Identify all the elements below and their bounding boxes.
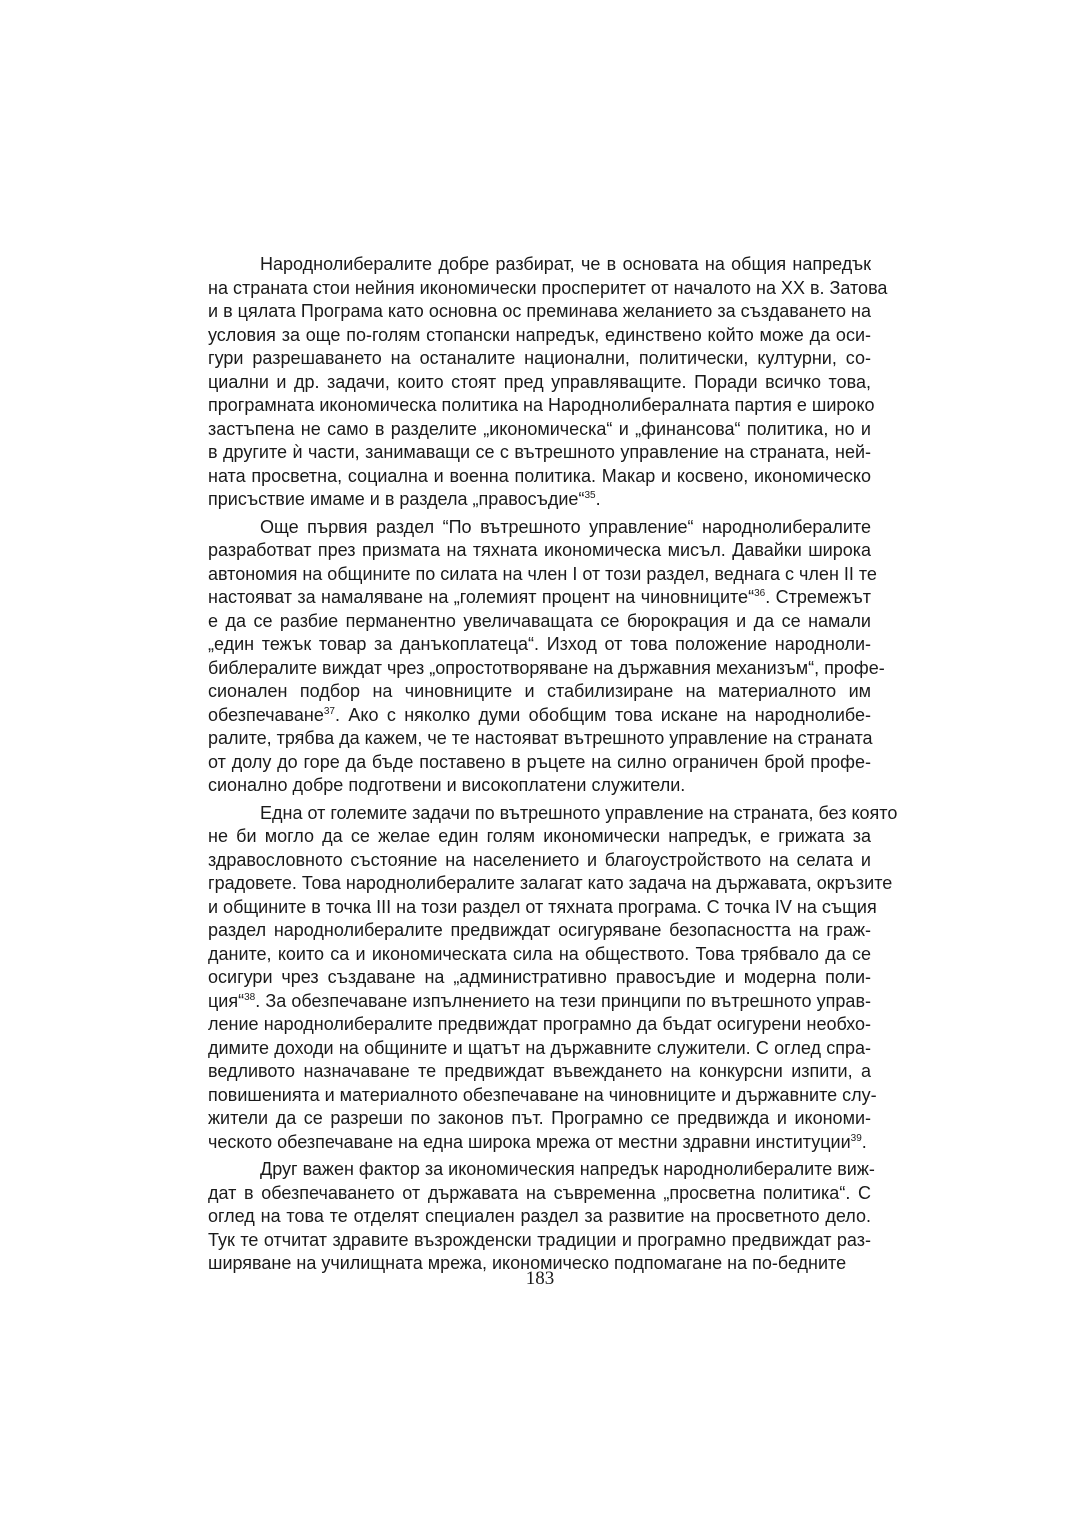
line-text: повишенията и материалното обезпечаване на чиновниците и държавните слу- bbox=[208, 1084, 877, 1105]
line-text: градовете. Това народнолибералите залагат като задача на държавата, окръзите bbox=[208, 873, 893, 893]
paragraph bbox=[208, 1158, 875, 1276]
text-line bbox=[208, 727, 871, 751]
text-line bbox=[208, 919, 871, 943]
text-line bbox=[208, 1131, 871, 1155]
line-text: е да се разбие перманентно увеличаващата се бюрокрация и да се намали bbox=[208, 610, 871, 631]
line-text: здравословното състояние на населението и благоустройството на селата и bbox=[208, 849, 871, 870]
text-line bbox=[208, 563, 877, 587]
line-text: циални и др. задачи, които стоят пред управляващите. Поради всичко това, bbox=[208, 371, 871, 392]
text-line bbox=[208, 394, 875, 418]
paragraph bbox=[208, 516, 885, 798]
line-text: жители да се разреши по законов път. Програмно се предвижда и икономи- bbox=[208, 1108, 871, 1128]
line-text-continuation: . Ако с няколко думи обобщим това искане на народнолибе- bbox=[334, 704, 871, 725]
line-text: димите доходи на общините и щатът на държавните служители. С оглед спра- bbox=[208, 1037, 871, 1058]
text-line bbox=[208, 657, 885, 681]
text-line bbox=[208, 704, 871, 728]
text-line bbox=[208, 633, 871, 657]
text-line bbox=[208, 1013, 871, 1037]
line-text: гури разрешаването на останалите национални, политически, културни, со- bbox=[208, 348, 871, 368]
line-text: оглед на това те отделят специален раздел за развитие на просветното дело. bbox=[208, 1206, 871, 1226]
line-text: Тук те отчитат здравите възрожденски традиции и програмно предвиждат раз- bbox=[208, 1229, 871, 1250]
text-line bbox=[208, 966, 871, 990]
text-line bbox=[208, 610, 871, 634]
text-line bbox=[208, 680, 871, 704]
text-line bbox=[208, 441, 871, 465]
line-text: сионален подбор на чиновниците и стабилизиране на материалното им bbox=[208, 681, 871, 701]
text-line bbox=[208, 849, 871, 873]
text-line bbox=[208, 1107, 871, 1131]
text-line bbox=[208, 1084, 877, 1108]
line-text: автономия на общините по силата на член I от този раздел, веднага с член II те bbox=[208, 563, 877, 584]
line-text: осигури чрез създаване на „административно правосъдие и модерна поли- bbox=[208, 967, 871, 987]
line-text: условия за още по-голям стопански напредък, единствено който може да оси- bbox=[208, 324, 871, 345]
text-line bbox=[208, 1037, 871, 1061]
text-line bbox=[208, 539, 871, 563]
line-text: настояват за намаляване на „големият процент на чиновниците“ bbox=[208, 587, 755, 607]
page-number: 183 bbox=[525, 1268, 555, 1289]
text-line bbox=[208, 253, 871, 277]
line-text: и в цялата Програма като основна ос преминава желанието за създаването на bbox=[208, 301, 871, 321]
line-text-continuation: . bbox=[595, 489, 601, 509]
text-line bbox=[208, 300, 871, 324]
line-text: Една от големите задачи по вътрешното управление на страната, без която bbox=[260, 802, 898, 823]
line-text-continuation: . За обезпечаване изпълнението на тези принципи по вътрешното управ- bbox=[255, 990, 871, 1011]
line-text: присъствие имаме и в раздела „правосъдие“ bbox=[208, 489, 585, 509]
line-text: ведливото назначаване те предвиждат въвеждането на конкурсни изпити, а bbox=[208, 1061, 871, 1081]
line-text: ческото обезпечаване на една широка мрежа от местни здравни институции bbox=[208, 1131, 851, 1152]
line-text: обезпечаване bbox=[208, 704, 324, 725]
footnote-marker: 39 bbox=[850, 1132, 862, 1144]
text-line bbox=[208, 872, 893, 896]
text-line bbox=[208, 371, 871, 395]
line-text: раздел народнолибералите предвиждат осигуряване безопасността на граж- bbox=[208, 920, 871, 940]
footnote-marker: 38 bbox=[244, 991, 256, 1003]
text-line bbox=[208, 1229, 871, 1253]
line-text: Народнолибералите добре разбират, че в основата на общия напредък bbox=[260, 254, 871, 274]
text-line bbox=[208, 802, 898, 826]
text-line bbox=[208, 1182, 871, 1206]
line-text: ция“ bbox=[208, 990, 245, 1011]
line-text: библералите виждат чрез „опростотворяване на държавния механизъм“, профе- bbox=[208, 657, 885, 678]
line-text: ширяване на училищната мрежа, икономическо подпомагане на по-бедните bbox=[208, 1253, 847, 1273]
line-text: ралите, трябва да кажем, че те настояват вътрешното управление на страната bbox=[208, 728, 873, 748]
text-line bbox=[208, 1158, 875, 1182]
line-text: в другите ѝ части, занимаващи се с вътрешното управление на страната, ней- bbox=[208, 442, 871, 462]
line-text: ната просветна, социална и военна политика. Макар и косвено, икономическо bbox=[208, 465, 871, 486]
paragraph bbox=[208, 802, 898, 1155]
text-line bbox=[208, 825, 871, 849]
text-line bbox=[208, 943, 871, 967]
line-text: Друг важен фактор за икономическия напредък народнолибералите виж- bbox=[260, 1159, 875, 1179]
line-text-continuation: . bbox=[861, 1131, 867, 1152]
line-text: „един тежък товар за данъкоплатеца“. Изход от това положение народноли- bbox=[208, 634, 871, 654]
text-line bbox=[208, 1205, 871, 1229]
text-line bbox=[208, 751, 871, 775]
text-line bbox=[208, 465, 871, 489]
line-text: застъпена не само в разделите „икономическа“ и „финансова“ политика, но и bbox=[208, 418, 871, 439]
body-text bbox=[208, 253, 898, 1280]
text-line bbox=[208, 277, 888, 301]
line-text: на страната стои нейния икономически просперитет от началото на XX в. Затова bbox=[208, 277, 888, 298]
text-line bbox=[208, 418, 871, 442]
line-text: от долу до горе да бъде поставено в ръцете на силно ограничен брой профе- bbox=[208, 751, 871, 772]
paragraph bbox=[208, 253, 888, 512]
line-text: не би могло да се желае един голям икономически напредък, е грижата за bbox=[208, 826, 871, 846]
line-text: даните, които са и икономическата сила на обществото. Това трябвало да се bbox=[208, 943, 871, 964]
text-line bbox=[208, 586, 871, 610]
text-line bbox=[208, 324, 871, 348]
text-line bbox=[208, 347, 871, 371]
text-line bbox=[208, 488, 871, 512]
text-line bbox=[208, 1060, 871, 1084]
line-text: ление народнолибералите предвиждат програмно да бъдат осигурени необхо- bbox=[208, 1014, 871, 1034]
line-text: Още първия раздел “По вътрешното управление“ народнолибералите bbox=[260, 516, 871, 537]
text-line bbox=[208, 896, 877, 920]
line-text: и общините в точка III на този раздел от тяхната програма. С точка IV на същия bbox=[208, 896, 877, 917]
line-text-continuation: . Стремежът bbox=[765, 587, 871, 607]
footnote-marker: 37 bbox=[323, 705, 335, 717]
line-text: програмната икономическа политика на Народнолибералната партия е широко bbox=[208, 395, 875, 415]
footnote-marker: 36 bbox=[754, 588, 766, 599]
line-text: дат в обезпечаването от държавата на съвременна „просветна политика“. С bbox=[208, 1182, 871, 1203]
text-line bbox=[208, 774, 871, 798]
text-line bbox=[208, 516, 871, 540]
text-line bbox=[208, 990, 871, 1014]
line-text: сионално добре подготвени и високоплатени служители. bbox=[208, 775, 686, 795]
line-text: разработват през призмата на тяхната икономическа мисъл. Давайки широка bbox=[208, 540, 871, 560]
footnote-marker: 35 bbox=[584, 490, 596, 501]
